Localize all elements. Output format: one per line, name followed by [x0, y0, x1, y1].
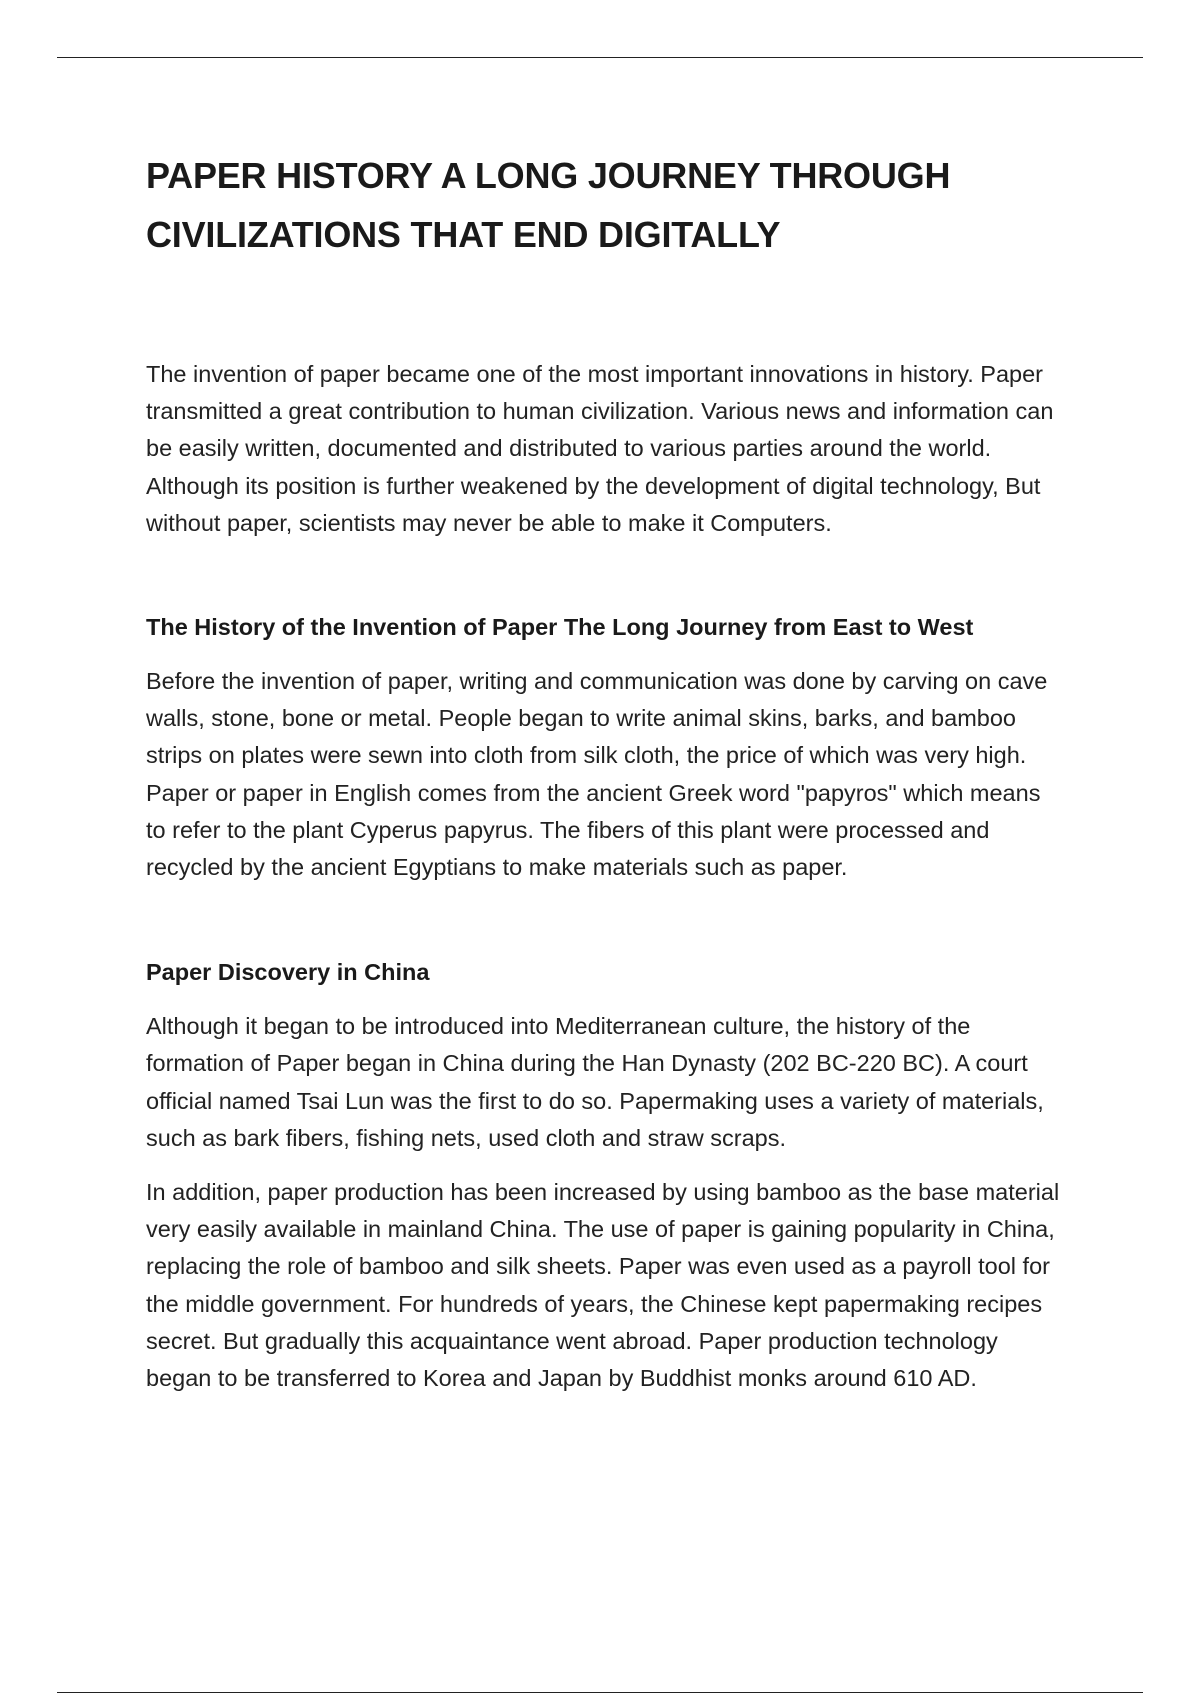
section-heading-history: The History of the Invention of Paper The Long Journey from East to West	[146, 614, 974, 641]
document-title: PAPER HISTORY A LONG JOURNEY THROUGH CIVILIZATIONS THAT END DIGITALLY	[146, 155, 951, 255]
section-paragraph: Although it began to be introduced into Mediterranean culture, the history of the formation of Paper began in China during the Han Dynasty (202 BC-220 BC). A court official named Tsai Lun was the first to do so. Papermaking uses a variety of materials, such as bark fibers, fishing nets, used cloth and straw scraps.	[146, 1013, 1044, 1151]
document-body	[146, 146, 1066, 1397]
section-paragraph: Before the invention of paper, writing and communication was done by carving on cave walls, stone, bone or metal. People began to write animal skins, barks, and bamboo strips on plates were sewn into cloth from silk cloth, the price of which was very high. Paper or paper in English comes from the ancient Greek word "papyros" which means to refer to the plant Cyperus papyrus. The fibers of this plant were processed and recycled by the ancient Egyptians to make materials such as paper.	[146, 668, 1048, 881]
top-rule	[57, 57, 1143, 58]
section-paragraph: In addition, paper production has been increased by using bamboo as the base material very easily available in mainland China. The use of paper is gaining popularity in China, replacing the role of bamboo and silk sheets. Paper was even used as a payroll tool for the middle government. For hundreds of years, the Chinese kept papermaking recipes secret. But gradually this acquaintance went abroad. Paper production technology began to be transferred to Korea and Japan by Buddhist monks around 610 AD.	[146, 1179, 1060, 1392]
bottom-rule	[57, 1692, 1143, 1693]
intro-paragraph: The invention of paper became one of the most important innovations in history. Paper transmitted a great contribution to human civilization. Various news and information can be easily written, documented and distributed to various parties around the world. Although its position is further weakened by the development of digital technology, But without paper, scientists may never be able to make it Computers.	[146, 361, 1054, 536]
section-heading-china: Paper Discovery in China	[146, 959, 430, 986]
